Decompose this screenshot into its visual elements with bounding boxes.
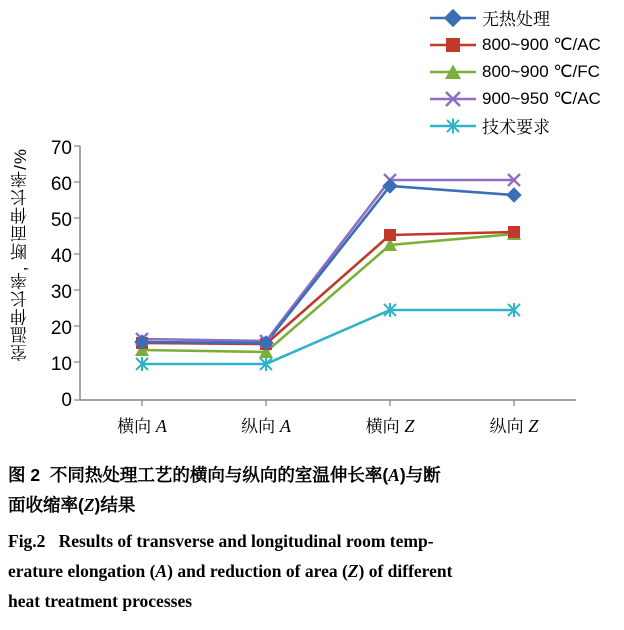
legend-item-0: [430, 4, 620, 31]
figure-caption-cn-label: 图 2: [8, 465, 41, 485]
legend-label-0: 无热处理: [482, 10, 550, 29]
legend-marker-cross-icon: [430, 90, 476, 108]
figure-caption-cn-italic-1: A: [388, 465, 400, 485]
legend-item-3: [430, 85, 620, 112]
x-tick-label-0: 横向 A: [117, 416, 167, 436]
figure-caption-cn-text-3: 面收缩率(: [8, 495, 84, 515]
figure-caption-cn: [8, 460, 614, 520]
svg-text:30: 30: [50, 282, 72, 303]
svg-text:10: 10: [50, 354, 72, 375]
figure-caption-en-italic-2: Z: [347, 561, 359, 581]
svg-text:0: 0: [61, 390, 72, 411]
figure-caption-en-text-1: Results of transverse and longitudinal room temp-: [58, 531, 434, 551]
legend-item-1: [430, 31, 620, 58]
legend-label-1: 800~900 ℃/AC: [482, 34, 601, 54]
legend-marker-triangle-icon: [430, 63, 476, 81]
x-tick-label-1: 纵向 A: [241, 416, 291, 436]
x-tick-label-2: 横向 Z: [365, 416, 415, 436]
legend-marker-square-icon: [430, 36, 476, 54]
figure-caption-en-label: Fig.2: [8, 531, 46, 551]
chart-legend: [430, 4, 620, 139]
figure-caption-cn-italic-2: Z: [83, 495, 95, 515]
figure-caption-cn-text-1: 不同热处理工艺的横向与纵向的室温伸长率(: [49, 465, 389, 485]
x-tick-label-3: 纵向 Z: [489, 416, 539, 436]
figure-caption-cn-text-2: )与断: [399, 465, 441, 485]
legend-label-2: 800~900 ℃/FC: [482, 61, 600, 81]
svg-text:60: 60: [50, 174, 72, 195]
svg-text:50: 50: [50, 210, 72, 231]
figure-caption-en-text-4: ) of different: [358, 561, 453, 581]
legend-marker-diamond-icon: [430, 9, 476, 27]
legend-label-3: 900~950 ℃/AC: [482, 88, 601, 108]
figure-caption-en-text-3: ) and reduction of area (: [167, 561, 348, 581]
figure-caption-en-text-2: erature elongation (: [8, 561, 156, 581]
figure-caption-en-text-5: heat treatment processes: [8, 591, 193, 611]
figure-caption-en-italic-1: A: [155, 561, 168, 581]
svg-text:70: 70: [50, 138, 72, 159]
legend-item-2: [430, 58, 620, 85]
line-chart-svg: [0, 130, 624, 450]
y-axis-title: 室温伸长率, 断面伸长率/%: [11, 148, 30, 362]
legend-label-4: 技术要求: [482, 118, 550, 137]
svg-text:20: 20: [50, 318, 72, 339]
chart-plot-area: [0, 130, 624, 450]
figure-caption-en: [8, 526, 614, 616]
figure-caption-cn-text-4: )结果: [94, 495, 136, 515]
svg-text:40: 40: [50, 246, 72, 267]
